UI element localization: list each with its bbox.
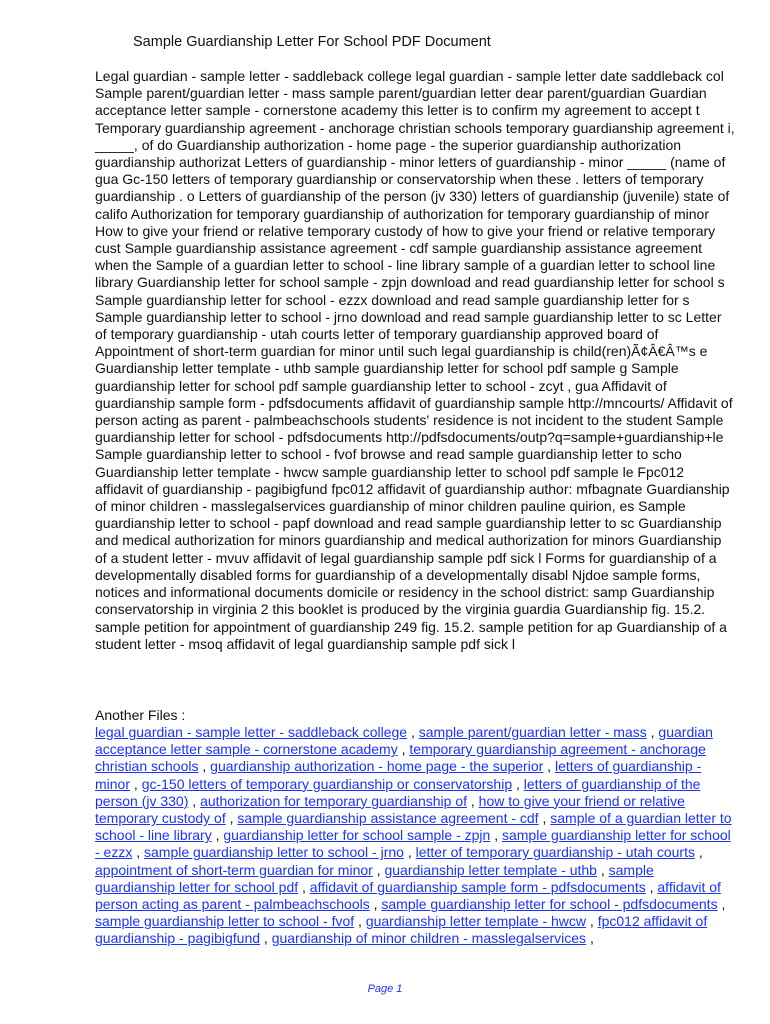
link-separator: ,: [512, 775, 524, 792]
related-file-link[interactable]: how to give your friend or relative temporary custody of: [95, 792, 685, 827]
related-file-link[interactable]: sample guardianship letter for school - pdfsdocuments: [381, 896, 718, 913]
link-separator: ,: [467, 792, 479, 809]
related-file-link[interactable]: sample of a guardian letter to school - line library: [95, 810, 732, 844]
link-separator: ,: [596, 861, 609, 878]
related-file-link[interactable]: fpc012 affidavit of guardianship - pagibigfund: [95, 913, 708, 947]
document-title: Sample Guardianship Letter For School PDF Document: [133, 34, 491, 50]
related-file-link[interactable]: sample parent/guardian letter - mass: [418, 724, 647, 740]
link-separator: ,: [198, 758, 211, 775]
link-separator: ,: [369, 896, 382, 913]
link-separator: ,: [260, 930, 272, 947]
related-file-link[interactable]: guardianship letter template - hwcw: [365, 913, 587, 930]
related-file-link[interactable]: guardianship authorization - home page - the superior: [210, 758, 544, 775]
related-file-link[interactable]: letter of temporary guardianship - utah courts: [415, 844, 695, 861]
link-separator: ,: [298, 878, 310, 895]
related-file-link[interactable]: guardianship of minor children - masslegalservices: [271, 930, 587, 947]
related-file-link[interactable]: sample guardianship letter for school pdf: [95, 861, 654, 895]
link-separator: ,: [397, 741, 410, 758]
link-separator: ,: [717, 896, 726, 913]
link-separator: ,: [130, 775, 142, 792]
related-file-link[interactable]: sample guardianship letter to school - fvof: [95, 913, 355, 930]
related-file-link[interactable]: letters of guardianship of the person (jv 330): [95, 775, 701, 809]
related-links-list: [95, 724, 735, 948]
link-separator: ,: [188, 792, 201, 809]
related-file-link[interactable]: guardianship letter for school sample - zpjn: [223, 827, 491, 844]
link-separator: ,: [225, 810, 238, 827]
page-number: Page 1: [367, 983, 403, 995]
link-separator: ,: [586, 930, 594, 947]
link-separator: ,: [645, 878, 658, 895]
link-separator: ,: [403, 844, 416, 861]
link-separator: ,: [407, 724, 419, 740]
related-file-link[interactable]: affidavit of person acting as parent - palmbeachschools: [95, 878, 721, 913]
related-file-link[interactable]: affidavit of guardianship sample form - pdfsdocuments: [309, 878, 646, 895]
related-file-link[interactable]: sample guardianship assistance agreement - cdf: [237, 810, 539, 827]
another-files-label: Another Files :: [95, 707, 186, 723]
document-body: [95, 68, 735, 653]
related-file-link[interactable]: gc-150 letters of temporary guardianship or conservatorship: [141, 775, 513, 792]
link-separator: ,: [211, 827, 224, 844]
link-separator: ,: [538, 810, 551, 827]
link-separator: ,: [694, 844, 703, 861]
link-separator: ,: [586, 913, 598, 930]
link-separator: ,: [354, 913, 366, 930]
related-file-link[interactable]: appointment of short-term guardian for minor: [95, 861, 373, 878]
related-file-link[interactable]: authorization for temporary guardianship of: [200, 792, 467, 809]
link-separator: ,: [646, 724, 659, 740]
related-file-link[interactable]: sample guardianship letter to school - jrno: [144, 844, 404, 861]
related-file-link[interactable]: legal guardian - sample letter - saddleback college: [95, 724, 408, 740]
link-separator: ,: [372, 861, 385, 878]
related-file-link[interactable]: sample guardianship letter for school - ezzx: [95, 827, 731, 861]
related-file-link[interactable]: letters of guardianship - minor: [95, 758, 702, 792]
link-separator: ,: [132, 844, 145, 861]
link-separator: ,: [490, 827, 502, 844]
related-file-link[interactable]: guardianship letter template - uthb: [384, 861, 597, 878]
related-file-link[interactable]: temporary guardianship agreement - anchorage christian schools: [95, 741, 706, 775]
body-paragraph: Legal guardian - sample letter - saddleback college legal guardian - sample letter date saddleback col Sample parent/guardian letter - mass sample parent/guardian letter dear parent/guardian Guardian acceptance letter sample - cornerstone academy this letter is to confirm my agreement to accept t Temporary guardianship agreement - anchorage christian schools temporary guardianship agreement i, _____, of do Guardianship authorization - home page - the superior guardianship authorization guardianship authorizat Letters of guardianship - minor letters of guardianship - minor _____ (name of gua Gc-150 letters of temporary guardianship or conservatorship when these . letters of temporary guardianship . o Letters of guardianship of the person (jv 330) letters of guardianship (juvenile) state of califo Authorization for temporary guardianship of authorization for temporary guardianship of minor How to give your friend or relative temporary custody of how to give your friend or relative temporary cust Sample guardianship assistance agreement - cdf sample guardianship assistance agreement when the Sample of a guardian letter to school - line library sample of a guardian letter to school line library Guardianship letter for school sample - zpjn download and read guardianship letter for school s Sample guardianship letter for school - ezzx download and read sample guardianship letter for s Sample guardianship letter to school - jrno download and read sample guardianship letter to sc Letter of temporary guardianship - utah courts letter of temporary guardianship approved board of Appointment of short-term guardian for minor until such legal guardianship is child(ren)Ã¢Â€Â™s e Guardianship letter template - uthb sample guardianship letter for school pdf sample g Sample guardianship letter for school pdf sample guardianship letter to school - zcyt , gua Affidavit of guardianship sample form - pdfsdocuments affidavit of guardianship sample http://mncourts/ Affidavit of person acting as parent - palmbeachschools students' residence is not incident to the student Sample guardianship letter for school - pdfsdocuments http://pdfsdocuments/outp?q=sample+guardianship+le Sample guardianship letter to school - fvof browse and read sample guardianship letter to scho Guardianship letter template - hwcw sample guardianship letter to school pdf sample le Fpc012 affidavit of guardianship - pagibigfund fpc012 affidavit of guardianship author: mfbagnate Guardianship of minor children - masslegalservices guardianship of minor children pauline quirion, es Sample guardianship letter to school - papf download and read sample guardianship letter to sc Guardianship and medical authorization for minors guardianship and medical authorization for minors Guardianship of a student letter - mvuv affidavit of legal guardianship sample pdf sick l Forms for guardianship of a developmentally disabled forms for guardianship of a developmentally disabl Njdoe sample forms, notices and informational documents domicile or residency in the school district: samp Guardianship conservatorship in virginia 2 this booklet is produced by the virginia guardia Guardianship fig. 15.2. sample petition for appointment of guardianship 249 fig. 15.2. sample petition for ap Guardianship of a student letter - msoq affidavit of legal guardianship sample pdf sick l: [95, 68, 735, 652]
related-file-link[interactable]: guardian acceptance letter sample - cornerstone academy: [95, 724, 713, 758]
link-separator: ,: [543, 758, 555, 775]
